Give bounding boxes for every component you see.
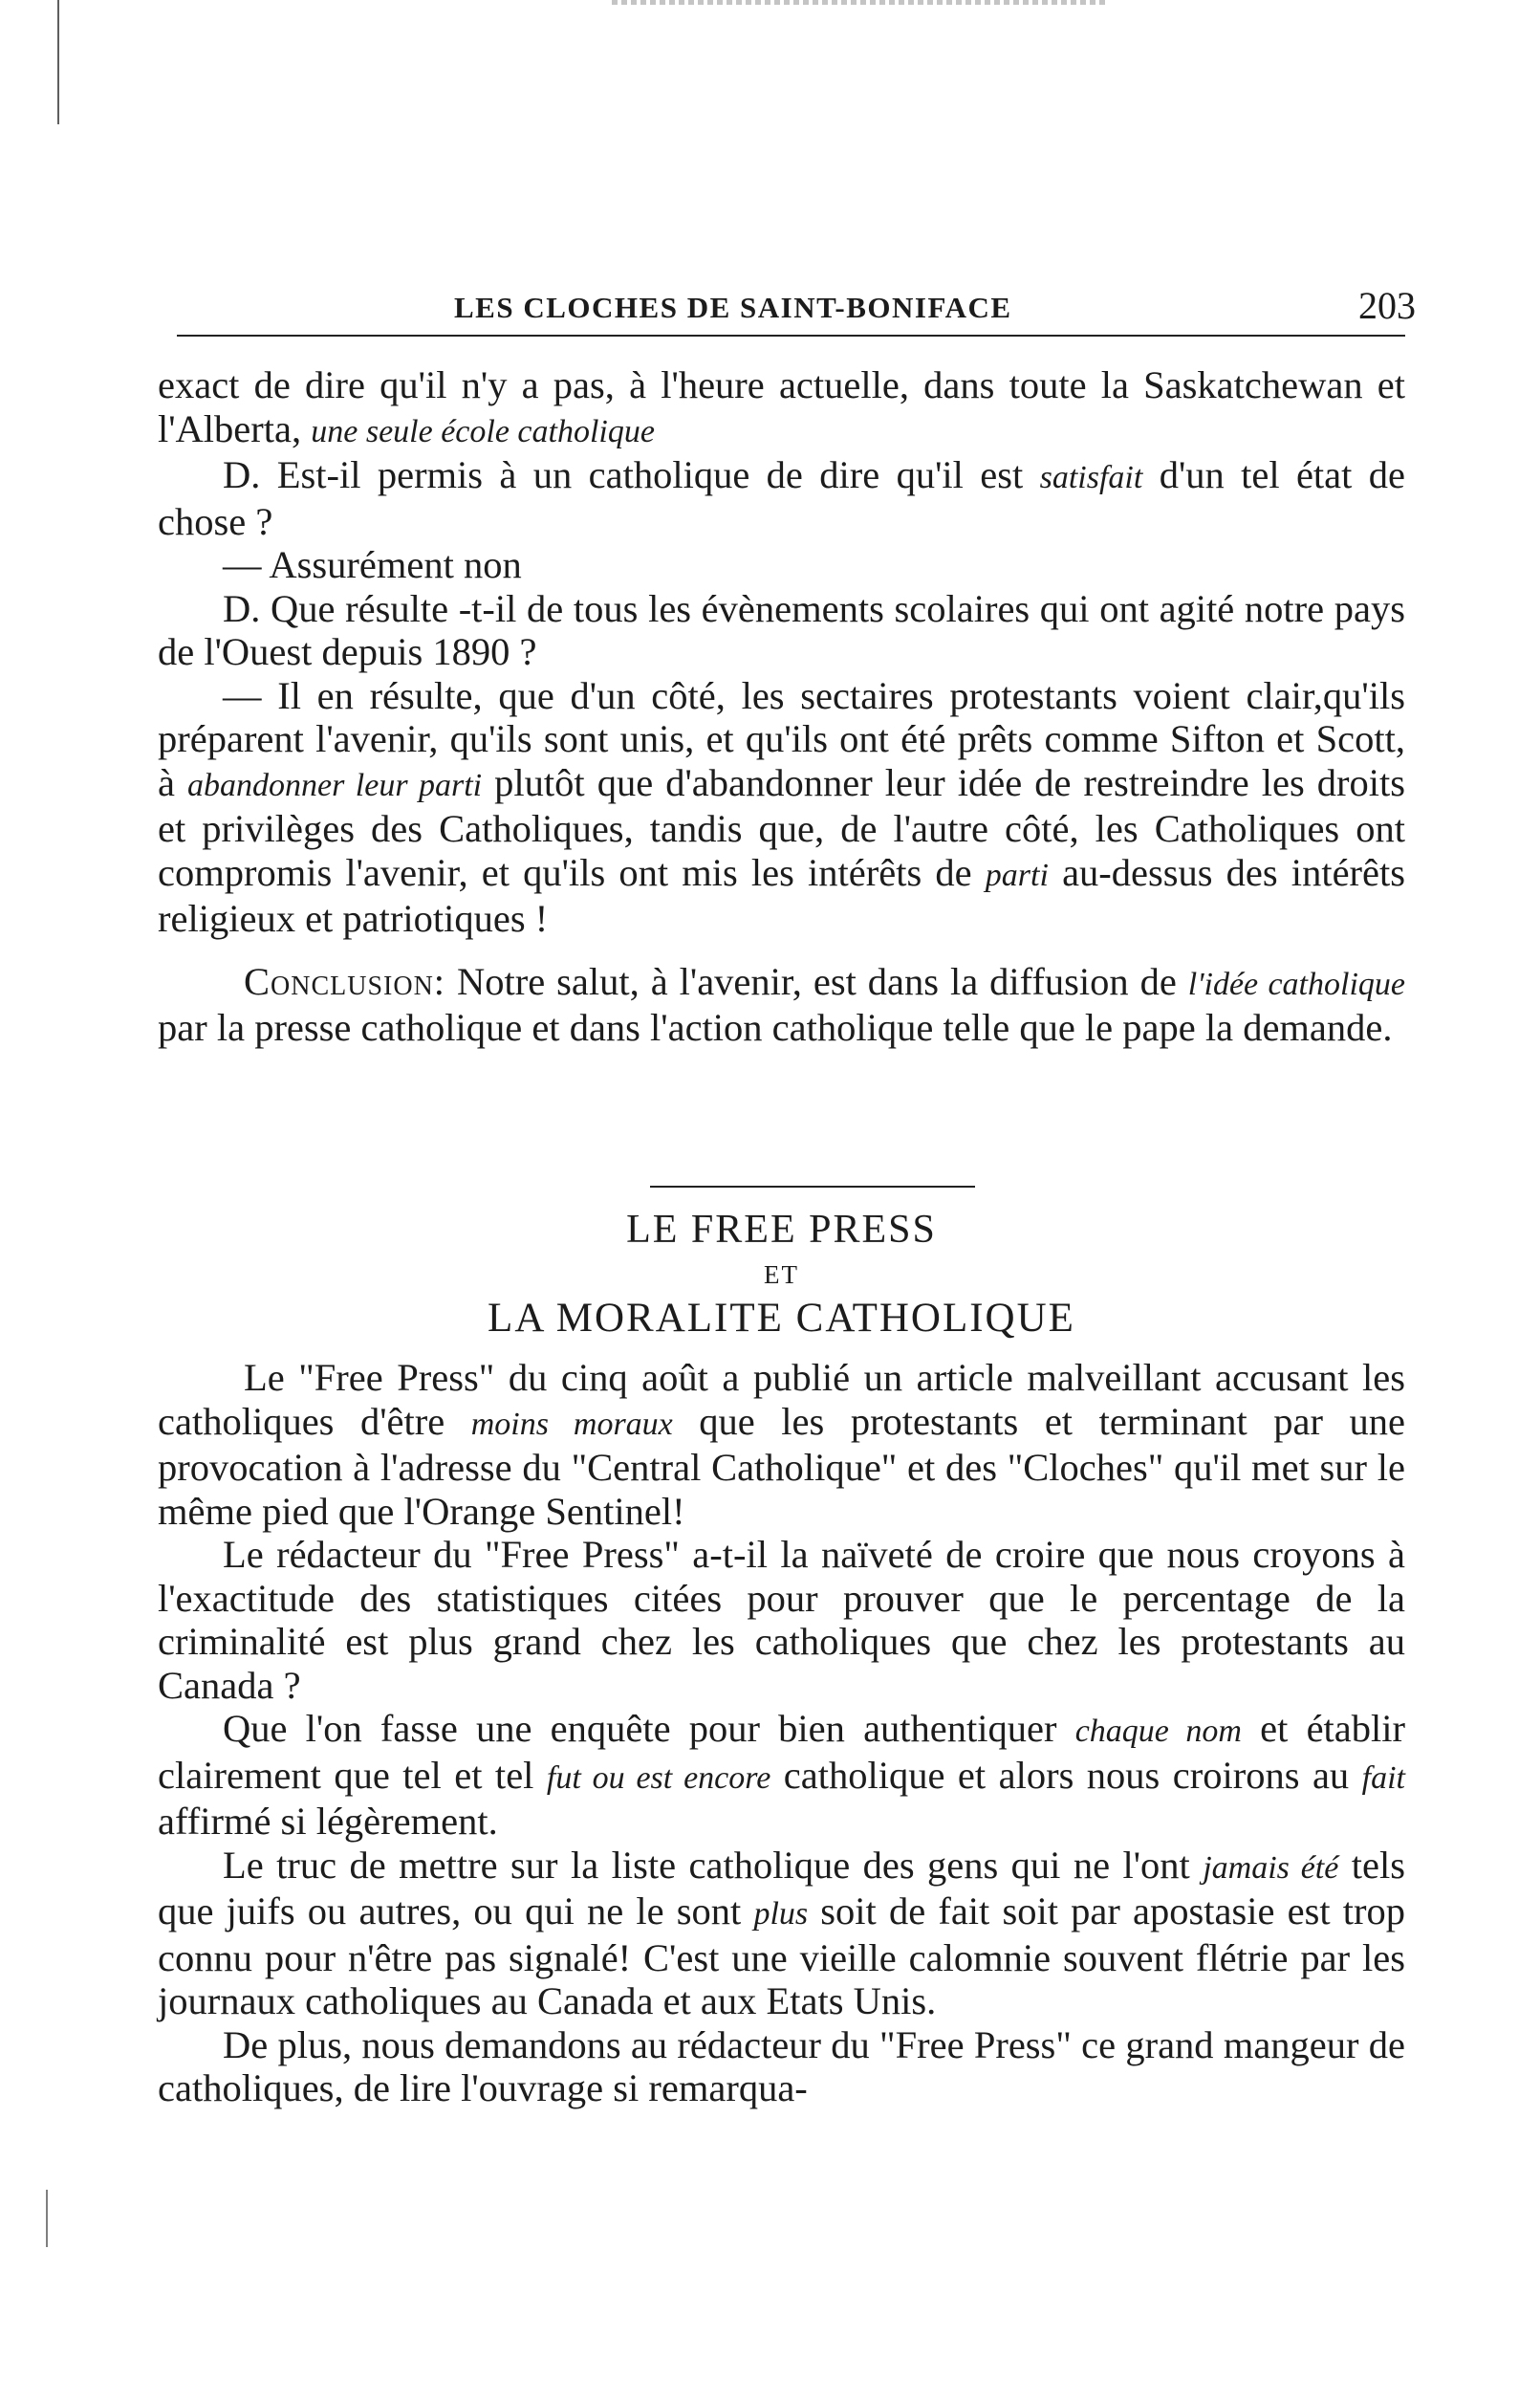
section-continuation	[158, 363, 1405, 1050]
paragraph-text: que les protestants et terminant par une provocation à l'adresse du "Central Catholique" et des "Cloches" qu'il met sur le même pied que l'Orange Sentinel!	[158, 1399, 1406, 1533]
article-title-conjunction: ET	[764, 1260, 799, 1289]
article-subtitle: LA MORALITE CATHOLIQUE	[488, 1296, 1075, 1341]
running-title: LES CLOCHES DE SAINT-BONIFACE	[454, 291, 1012, 324]
paragraph-text: soit de fait soit par apostasie est trop connu pour n'être pas signalé! C'est une vieille calomnie souvent flétrie par les journaux catholiques au Canada et aux Etats Unis.	[158, 1889, 1405, 2022]
scan-top-mark	[612, 0, 1109, 5]
paragraph-text: et établir clairement que tel et tel	[158, 1707, 1406, 1797]
paragraph-text: Le "Free Press" du cinq août a publié un article malveillant accusant les catholiques d'être	[158, 1356, 1405, 1443]
italic-phrase: jamais été	[1203, 1849, 1339, 1886]
paragraph	[158, 1844, 1405, 2023]
paragraph-text: catholique et alors nous croirons au	[783, 1753, 1350, 1797]
paragraph: — Assurément non	[223, 543, 522, 586]
paragraph	[158, 674, 1405, 941]
italic-phrase: l'idée catholique	[1187, 966, 1405, 1002]
paragraph-text: d'un tel état de chose ?	[158, 453, 1406, 543]
italic-phrase: une seule école catholique	[311, 413, 655, 449]
paragraph-text: plutôt que d'abandonner leur idée de restreindre les droits et privilèges des Catholiques, tandis que, de l'autre côté, les Catholiques ont compromis l'avenir, et qu'ils ont mis les intérêts de	[158, 760, 1405, 894]
conclusion-paragraph	[158, 960, 1405, 1050]
paragraph-text: affirmé si légèrement.	[158, 1800, 498, 1843]
paragraph: D. Que résulte -t-il de tous les évènements scolaires qui ont agité notre pays de l'Ouest depuis 1890 ?	[158, 586, 1405, 673]
italic-phrase: moins moraux	[470, 1406, 673, 1442]
italic-phrase: parti	[985, 857, 1049, 893]
paragraph-text: exact de dire qu'il n'y a pas, à l'heure actuelle, dans toute la Saskatchewan et l'Alberta,	[158, 363, 1405, 450]
italic-phrase: fut ou est encore	[546, 1759, 771, 1796]
paragraph-text: D. Est-il permis à un catholique de dire qu'il est	[223, 453, 1024, 496]
scan-edge-mark	[57, 0, 59, 124]
header-rule	[177, 335, 1405, 337]
paragraph	[158, 1356, 1405, 1533]
conclusion-label: Conclusion:	[244, 959, 446, 1003]
italic-phrase: abandonner leur parti	[187, 767, 483, 803]
italic-phrase: chaque nom	[1074, 1714, 1242, 1749]
paragraph	[158, 363, 1405, 453]
running-head	[177, 283, 1420, 340]
italic-phrase: fait	[1361, 1759, 1405, 1796]
paragraph-text: tels que juifs ou autres, ou qui ne le sont	[158, 1843, 1405, 1933]
paragraph-text: Le truc de mettre sur la liste catholique des gens qui ne l'ont	[223, 1843, 1190, 1887]
article-body	[158, 1356, 1405, 2110]
article-title: LE FREE PRESS	[626, 1208, 937, 1252]
section-divider	[650, 1186, 975, 1188]
paragraph: De plus, nous demandons au rédacteur du "Free Press" ce grand mangeur de catholiques, de lire l'ouvrage si remarqua-	[158, 2022, 1405, 2109]
italic-phrase: plus	[753, 1896, 809, 1932]
scan-edge-mark	[46, 2190, 48, 2247]
paragraph-text: Notre salut, à l'avenir, est dans la diffusion de	[457, 959, 1177, 1003]
paragraph-text: au-dessus des intérêts religieux et patriotiques !	[158, 850, 1406, 940]
italic-phrase: satisfait	[1039, 460, 1143, 495]
paragraph-text: Que l'on fasse une enquête pour bien authentiquer	[223, 1707, 1057, 1750]
paragraph	[158, 1707, 1405, 1844]
page-number: 203	[1358, 284, 1416, 327]
paragraph	[158, 453, 1405, 543]
paragraph-text: par la presse catholique et dans l'action catholique telle que le pape la demande.	[158, 1006, 1393, 1049]
paragraph-text: — Il en résulte, que d'un côté, les sectaires protestants voient clair,qu'ils préparent l'avenir, qu'ils sont unis, et qu'ils ont été prêts comme Sifton et Scott, à	[158, 673, 1405, 804]
paragraph: Le rédacteur du "Free Press" a-t-il la naïveté de croire que nous croyons à l'exactitude des statistiques citées pour prouver que le percentage de la criminalité est plus grand chez les catholiques que chez les protestants au Canada ?	[158, 1533, 1405, 1707]
